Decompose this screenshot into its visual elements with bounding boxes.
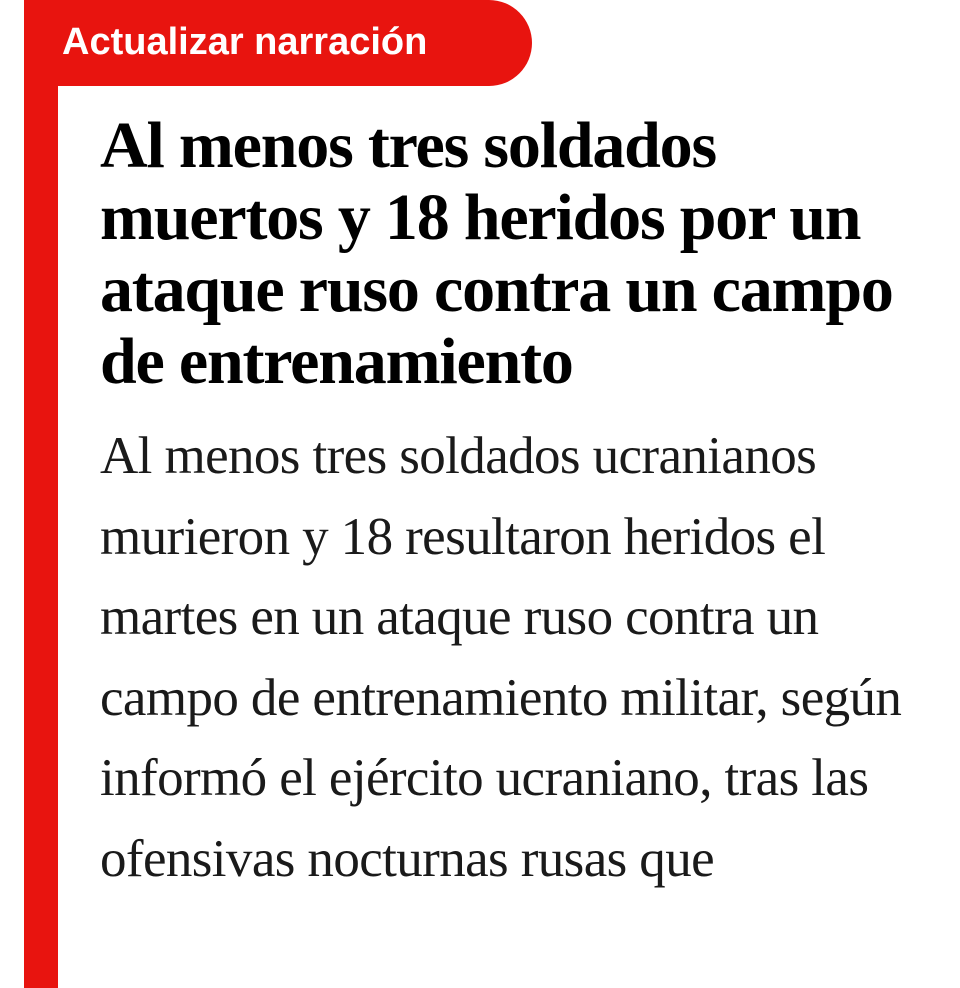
accent-bar	[24, 0, 58, 988]
article-headline[interactable]: Al menos tres soldados muertos y 18 heridos por un ataque ruso contra un campo de entrenamiento	[100, 109, 893, 398]
article-summary: Al menos tres soldados ucranianos murieron y 18 resultaron heridos el martes en un ataque ruso contra un campo de entrenamiento militar, según informó el ejército ucraniano, tras las ofensivas nocturnas rusas que	[100, 427, 902, 888]
update-narration-button[interactable]: Actualizar narración	[24, 0, 532, 86]
